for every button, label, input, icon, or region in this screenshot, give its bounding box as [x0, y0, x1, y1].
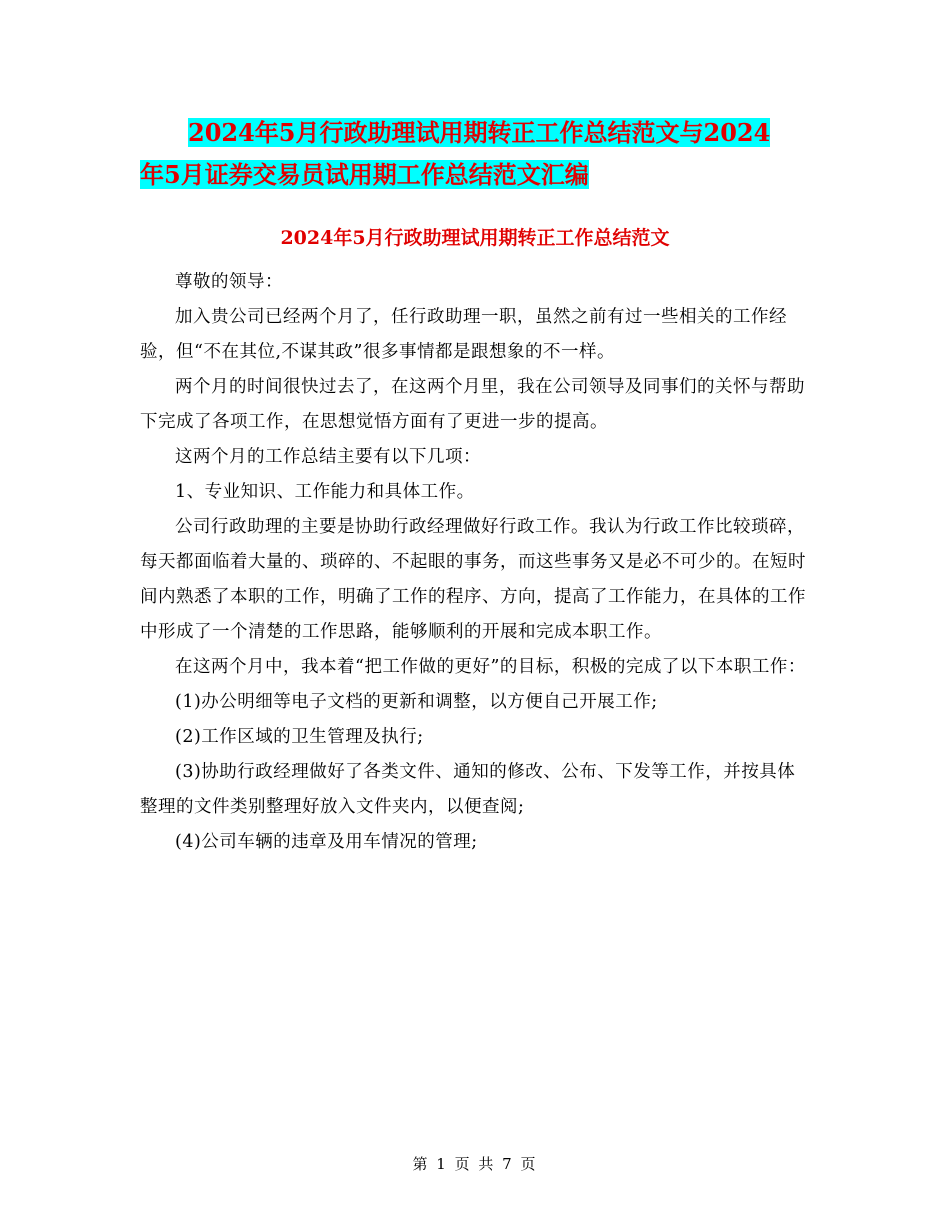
title-line-1: 2024年5月行政助理试用期转正工作总结范文与2024	[188, 118, 771, 147]
paragraph: 两个月的时间很快过去了，在这两个月里，我在公司领导及同事们的关怀与帮助下完成了各项工作，在思想觉悟方面有了更进一步的提高。	[140, 377, 805, 432]
paragraph: 1、专业知识、工作能力和具体工作。	[175, 482, 475, 502]
paragraph-greeting: 尊敬的领导：	[175, 272, 283, 292]
paragraph: 公司行政助理的主要是协助行政经理做好行政工作。我认为行政工作比较琐碎，每天都面临着大量的、琐碎的、不起眼的事务，而这些事务又是必不可少的。在短时间内熟悉了本职的工作，明确了工作的程序、方向，提高了工作能力，在具体的工作中形成了一个清楚的工作思路，能够顺利的开展和完成本职工作。	[140, 517, 806, 642]
document-title	[140, 112, 820, 196]
list-item: (3)协助行政经理做好了各类文件、通知的修改、公布、下发等工作，并按具体整理的文件类别整理好放入文件夹内，以便查阅;	[140, 762, 796, 817]
document-body	[140, 265, 810, 860]
title-line-2: 年5月证券交易员试用期工作总结范文汇编	[140, 160, 589, 189]
page-number: 第 1 页 共 7 页	[412, 1155, 538, 1173]
paragraph: 这两个月的工作总结主要有以下几项：	[175, 447, 481, 467]
section-title: 2024年5月行政助理试用期转正工作总结范文	[280, 227, 670, 249]
paragraph: 在这两个月中，我本着“把工作做的更好”的目标，积极的完成了以下本职工作：	[175, 657, 806, 677]
list-item: (4)公司车辆的违章及用车情况的管理;	[175, 832, 478, 852]
list-item: (2)工作区域的卫生管理及执行;	[175, 727, 424, 747]
list-item: (1)办公明细等电子文档的更新和调整，以方便自己开展工作;	[175, 692, 658, 712]
paragraph: 加入贵公司已经两个月了，任行政助理一职，虽然之前有过一些相关的工作经验，但“不在其位,不谋其政”很多事情都是跟想象的不一样。	[140, 307, 787, 362]
